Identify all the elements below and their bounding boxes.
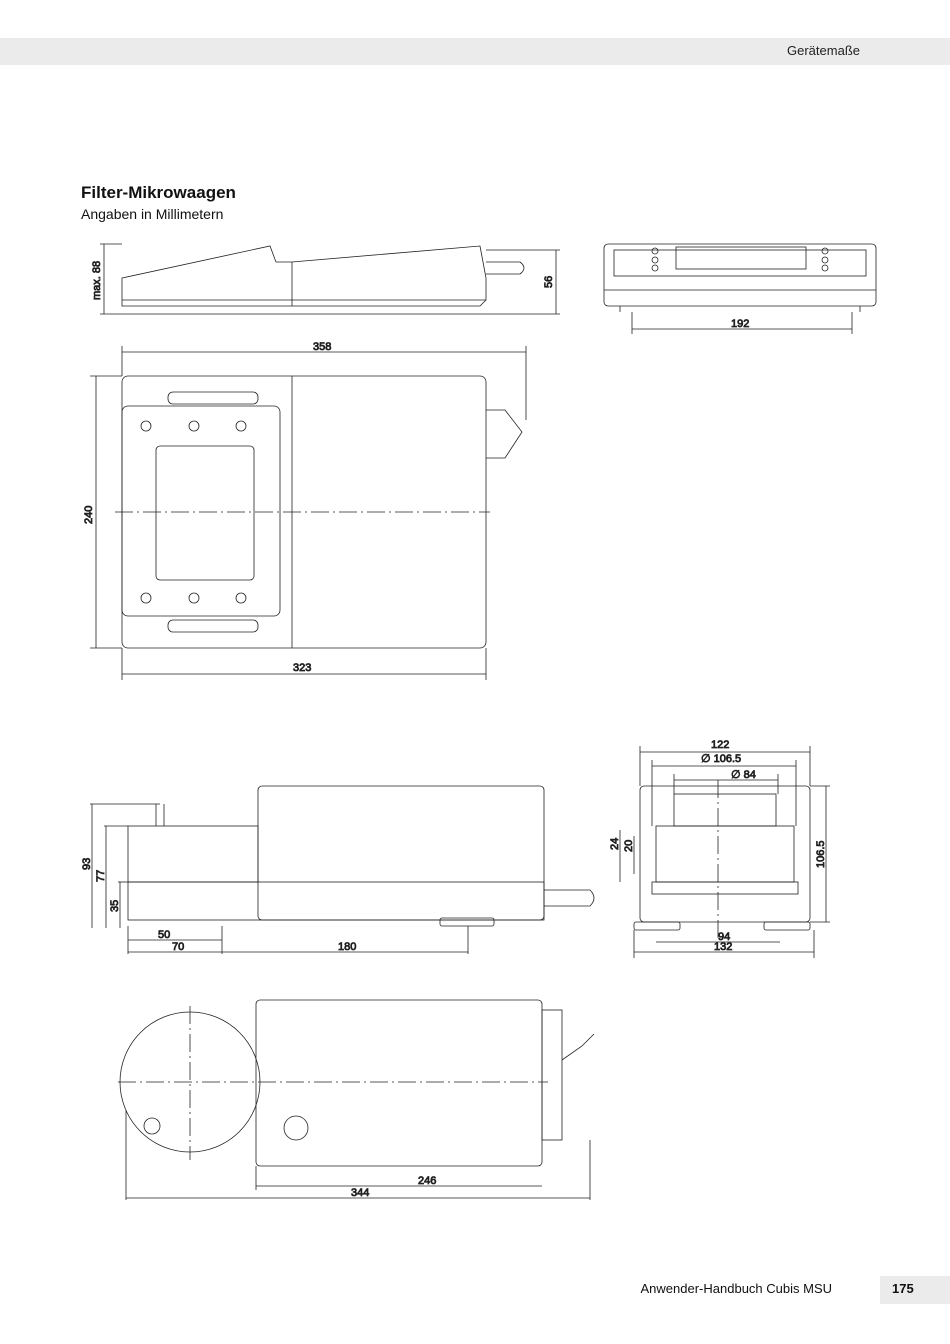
- dim-rear-50: 50: [158, 929, 171, 941]
- section-view-drawing: [620, 746, 830, 958]
- dim-rear-77: 77: [95, 869, 107, 882]
- bottom-view-drawing: [118, 1000, 594, 1200]
- footer-manual-title: Anwender-Handbuch Cubis MSU: [640, 1281, 832, 1296]
- dim-sec-20: 20: [623, 839, 635, 852]
- dim-top-323: 323: [293, 662, 312, 674]
- dim-rear-70: 70: [172, 941, 185, 953]
- side-view-drawing: [100, 244, 560, 314]
- dim-sec-94: 94: [718, 931, 731, 943]
- dim-rear-35: 35: [109, 899, 121, 912]
- dim-sec-132: 132: [714, 941, 733, 953]
- page-number: 175: [892, 1281, 914, 1296]
- dim-sec-h106-5: 106.5: [815, 840, 827, 868]
- dim-top-240: 240: [83, 505, 95, 524]
- dim-sec-84: ∅ 84: [731, 769, 756, 781]
- dim-front-192: 192: [731, 318, 750, 330]
- page-title: Filter-Mikrowaagen: [81, 183, 236, 202]
- dim-side-56: 56: [543, 275, 555, 288]
- dim-rear-93: 93: [81, 857, 93, 870]
- section-title: Gerätemaße: [787, 43, 860, 58]
- page-subtitle: Angaben in Millimetern: [81, 206, 224, 222]
- dim-bot-344: 344: [351, 1187, 370, 1199]
- dim-sec-106-5: ∅ 106.5: [701, 753, 742, 765]
- top-view-drawing: [90, 346, 526, 680]
- dim-bot-246: 246: [418, 1175, 437, 1187]
- dim-top-358: 358: [313, 341, 332, 353]
- page-number-box: [880, 1276, 950, 1304]
- dim-rear-180: 180: [338, 941, 357, 953]
- dim-side-height: max. 88: [91, 260, 103, 300]
- dim-sec-24: 24: [609, 837, 621, 850]
- dim-sec-122: 122: [711, 739, 730, 751]
